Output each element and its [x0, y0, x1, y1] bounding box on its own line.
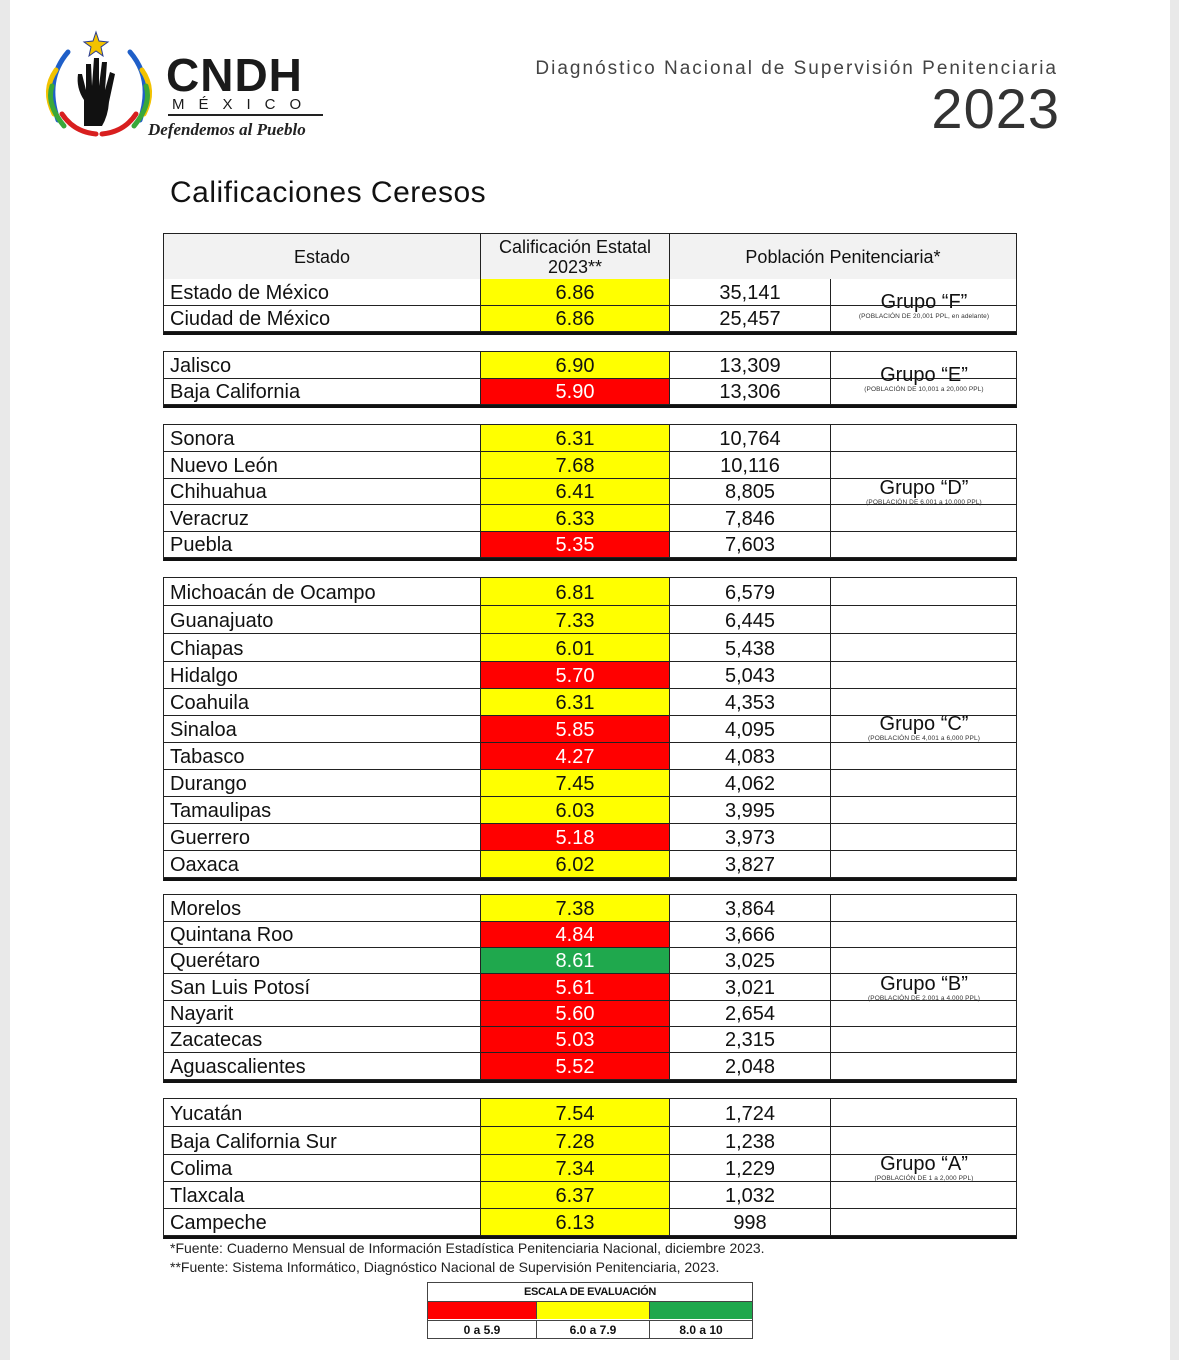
state-name: Tlaxcala: [164, 1182, 481, 1208]
report-year: 2023: [931, 77, 1060, 140]
state-population: 25,457: [670, 306, 831, 331]
state-name: Guanajuato: [164, 606, 481, 633]
state-score: 7.34: [481, 1155, 670, 1181]
state-score: 4.84: [481, 922, 670, 947]
group-population-range: (POBLACIÓN DE 1 a 2,000 PPL): [874, 1174, 974, 1182]
state-score: 6.13: [481, 1209, 670, 1235]
group-block: [163, 279, 1017, 335]
state-score: 5.85: [481, 716, 670, 742]
state-population: 4,062: [670, 770, 831, 796]
group-block: [163, 1098, 1017, 1239]
state-population: 6,579: [670, 578, 831, 605]
legend-swatch-red: [428, 1302, 537, 1319]
state-name: Chiapas: [164, 634, 481, 661]
state-score: 6.41: [481, 479, 670, 504]
state-name: Durango: [164, 770, 481, 796]
state-population: 5,043: [670, 662, 831, 688]
legend-label-yellow: 6.0 a 7.9: [537, 1320, 650, 1339]
group-label: [832, 895, 1016, 1080]
state-score: 6.02: [481, 851, 670, 877]
state-score: 6.31: [481, 425, 670, 451]
state-score: 6.86: [481, 306, 670, 331]
state-population: 3,973: [670, 824, 831, 850]
state-name: Hidalgo: [164, 662, 481, 688]
state-score: 7.33: [481, 606, 670, 633]
group-block: [163, 894, 1017, 1083]
group-block: [163, 424, 1017, 561]
state-name: Tamaulipas: [164, 797, 481, 823]
evaluation-scale-legend: [427, 1282, 753, 1339]
legend-title: ESCALA DE EVALUACIÓN: [428, 1283, 752, 1302]
state-name: Baja California Sur: [164, 1127, 481, 1154]
state-score: 8.61: [481, 948, 670, 973]
state-population: 35,141: [670, 279, 831, 305]
legend-label-red: 0 a 5.9: [428, 1320, 537, 1339]
state-name: Querétaro: [164, 948, 481, 973]
state-name: Sonora: [164, 425, 481, 451]
legend-label-green: 8.0 a 10: [650, 1320, 752, 1339]
state-score: 6.37: [481, 1182, 670, 1208]
group-name: Grupo “E”: [880, 363, 968, 386]
table-header: [163, 233, 1017, 281]
state-population: 13,306: [670, 379, 831, 404]
group-population-range: (POBLACIÓN DE 2,001 a 4,000 PPL): [868, 994, 980, 1002]
state-population: 5,438: [670, 634, 831, 661]
group-population-range: (POBLACIÓN DE 10,001 a 20,000 PPL): [864, 385, 984, 393]
logo-country: MÉXICO: [172, 96, 316, 113]
state-name: Sinaloa: [164, 716, 481, 742]
state-score: 5.90: [481, 379, 670, 404]
state-population: 8,805: [670, 479, 831, 504]
group-name: Grupo “D”: [879, 476, 969, 499]
logo-divider: [168, 114, 323, 116]
state-population: 3,995: [670, 797, 831, 823]
state-population: 3,827: [670, 851, 831, 877]
group-block: [163, 351, 1017, 408]
state-name: Baja California: [164, 379, 481, 404]
state-population: 7,846: [670, 505, 831, 531]
state-population: 1,238: [670, 1127, 831, 1154]
state-score: 5.35: [481, 532, 670, 557]
laurel-hand-emblem-icon: [38, 30, 163, 145]
state-name: Quintana Roo: [164, 922, 481, 947]
state-population: 1,229: [670, 1155, 831, 1181]
group-name: Grupo “C”: [879, 713, 969, 735]
page-title: Calificaciones Ceresos: [170, 176, 487, 209]
state-name: Guerrero: [164, 824, 481, 850]
group-label: [832, 1099, 1016, 1236]
state-score: 5.18: [481, 824, 670, 850]
cndh-logo: [38, 30, 338, 150]
state-population: 3,666: [670, 922, 831, 947]
state-name: Colima: [164, 1155, 481, 1181]
state-name: Michoacán de Ocampo: [164, 578, 481, 605]
state-population: 998: [670, 1209, 831, 1235]
state-population: 10,764: [670, 425, 831, 451]
column-header-calificacion: Calificación Estatal 2023**: [481, 234, 670, 279]
state-score: 6.90: [481, 352, 670, 378]
state-score: 6.33: [481, 505, 670, 531]
state-score: 5.61: [481, 974, 670, 1000]
state-name: Tabasco: [164, 743, 481, 769]
state-population: 6,445: [670, 606, 831, 633]
report-title: Diagnóstico Nacional de Supervisión Penitenciaria: [535, 58, 1058, 79]
group-population-range: (POBLACIÓN DE 4,001 a 6,000 PPL): [868, 735, 980, 742]
legend-swatch-yellow: [537, 1302, 650, 1319]
state-name: Oaxaca: [164, 851, 481, 877]
legend-swatch-green: [650, 1302, 752, 1319]
state-name: Ciudad de México: [164, 306, 481, 331]
column-header-poblacion: Población Penitenciaria*: [745, 246, 941, 267]
state-name: Coahuila: [164, 689, 481, 715]
state-score: 6.31: [481, 689, 670, 715]
group-label: [832, 279, 1016, 332]
state-population: 2,048: [670, 1053, 831, 1079]
group-population-range: (POBLACIÓN DE 20,001 PPL, en adelante): [858, 312, 990, 320]
state-population: 4,353: [670, 689, 831, 715]
state-name: Puebla: [164, 532, 481, 557]
state-population: 13,309: [670, 352, 831, 378]
state-name: Estado de México: [164, 279, 481, 305]
group-label: [832, 578, 1016, 878]
state-score: 7.68: [481, 452, 670, 478]
state-score: 5.60: [481, 1001, 670, 1026]
state-population: 1,032: [670, 1182, 831, 1208]
state-score: 6.01: [481, 634, 670, 661]
logo-wordmark: CNDH: [166, 49, 303, 101]
state-score: 4.27: [481, 743, 670, 769]
logo-tagline: Defendemos al Pueblo: [148, 120, 306, 139]
state-score: 7.38: [481, 895, 670, 921]
state-population: 3,021: [670, 974, 831, 1000]
state-name: Nayarit: [164, 1001, 481, 1026]
state-score: 6.03: [481, 797, 670, 823]
state-name: Veracruz: [164, 505, 481, 531]
state-population: 4,083: [670, 743, 831, 769]
state-population: 2,654: [670, 1001, 831, 1026]
group-name: Grupo “A”: [880, 1152, 968, 1175]
group-label: [832, 352, 1016, 405]
footnote-source-scores: **Fuente: Sistema Informático, Diagnóstico Nacional de Supervisión Penitenciaria, 2023.: [170, 1259, 720, 1275]
state-score: 7.28: [481, 1127, 670, 1154]
state-name: Yucatán: [164, 1099, 481, 1126]
group-block: [163, 577, 1017, 881]
group-name: Grupo “B”: [880, 972, 968, 995]
state-name: Jalisco: [164, 352, 481, 378]
group-label: [832, 425, 1016, 558]
state-population: 1,724: [670, 1099, 831, 1126]
group-population-range: (POBLACIÓN DE 6,001 a 10,000 PPL): [866, 498, 982, 506]
footnote-source-population: *Fuente: Cuaderno Mensual de Información Estadística Penitenciaria Nacional, diciembre 2023.: [170, 1240, 765, 1256]
state-score: 5.52: [481, 1053, 670, 1079]
state-score: 5.70: [481, 662, 670, 688]
group-name: Grupo “F”: [880, 290, 968, 313]
state-score: 7.54: [481, 1099, 670, 1126]
state-population: 3,025: [670, 948, 831, 973]
state-name: Campeche: [164, 1209, 481, 1235]
state-name: Aguascalientes: [164, 1053, 481, 1079]
column-header-estado: Estado: [164, 234, 481, 279]
state-score: 6.86: [481, 279, 670, 305]
state-score: 6.81: [481, 578, 670, 605]
state-name: San Luis Potosí: [164, 974, 481, 1000]
state-population: 7,603: [670, 532, 831, 557]
state-population: 2,315: [670, 1027, 831, 1052]
state-score: 5.03: [481, 1027, 670, 1052]
state-name: Chihuahua: [164, 479, 481, 504]
state-name: Zacatecas: [164, 1027, 481, 1052]
state-population: 3,864: [670, 895, 831, 921]
state-population: 10,116: [670, 452, 831, 478]
state-score: 7.45: [481, 770, 670, 796]
state-population: 4,095: [670, 716, 831, 742]
state-name: Nuevo León: [164, 452, 481, 478]
state-name: Morelos: [164, 895, 481, 921]
